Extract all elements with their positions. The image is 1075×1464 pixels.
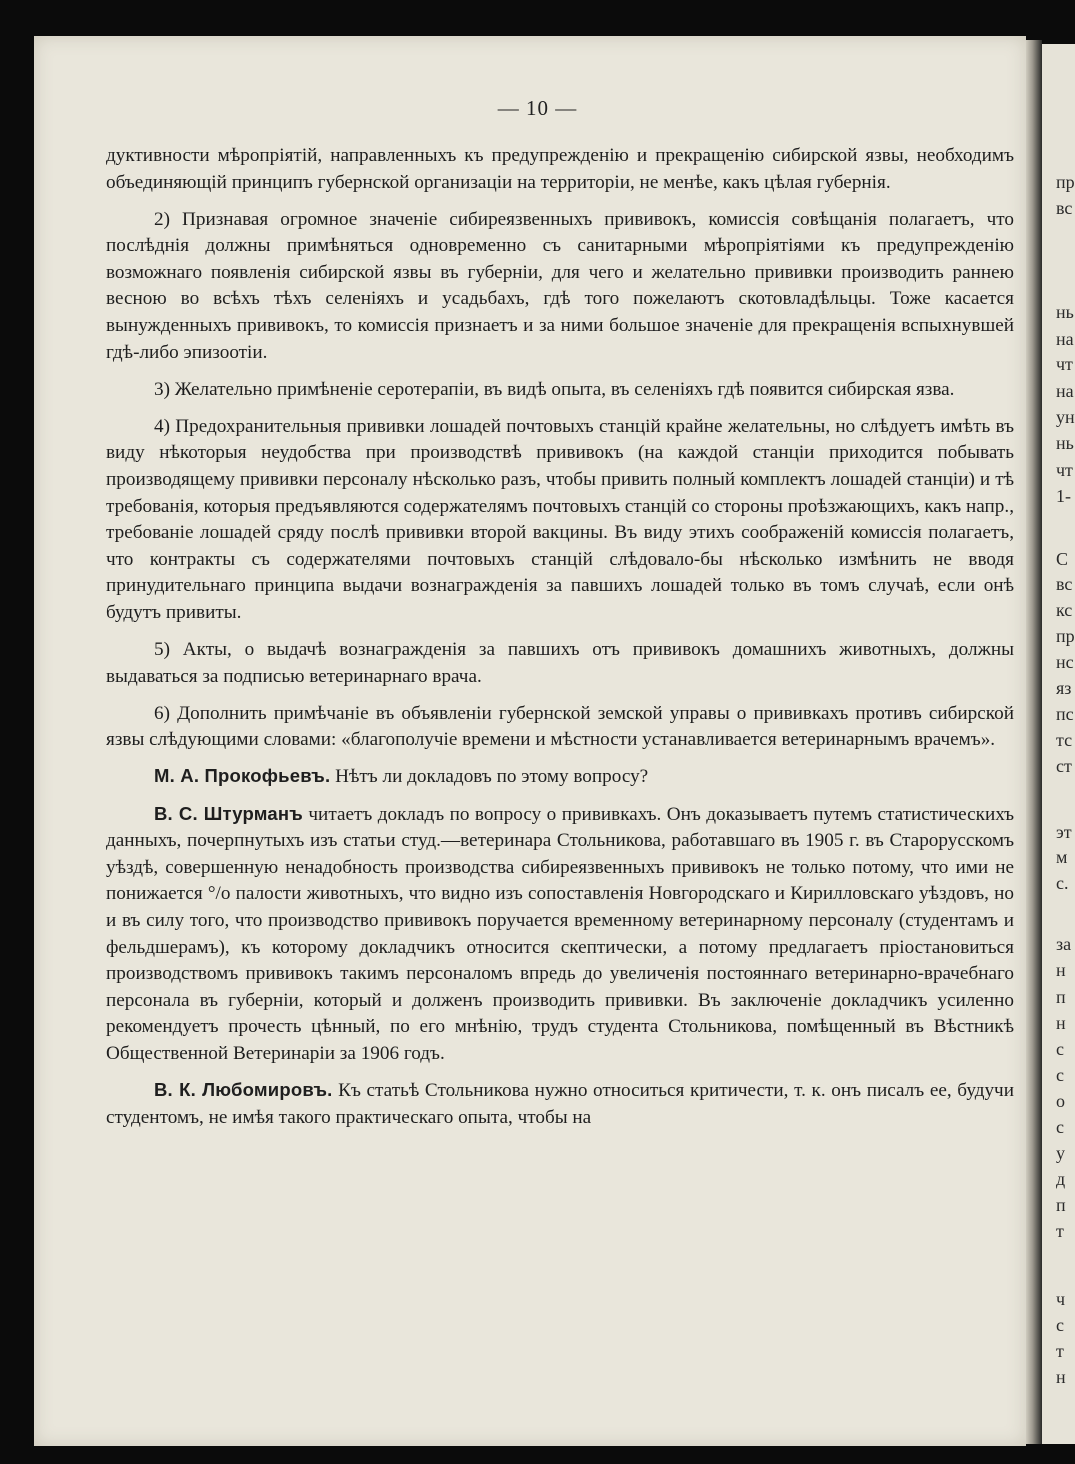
paragraph-item-6 — [106, 700, 1014, 754]
paragraph-text: дуктивности мѣропріятій, направленныхъ къ предупрежденію и прекращенію сибирской язвы, необходимъ объединяющій принципъ губернской организаціи на территоріи, не менѣе, какъ цѣлая губернія. — [106, 145, 1014, 193]
document-text — [106, 142, 1014, 1141]
adjacent-page-fragment: н — [1056, 960, 1066, 980]
adjacent-page-fragment: нь — [1056, 433, 1074, 453]
paragraph-item-2 — [106, 206, 1014, 367]
page-number: — 10 — — [497, 96, 578, 120]
adjacent-page-fragment: за — [1056, 934, 1072, 954]
paragraph-item-4 — [106, 413, 1014, 627]
adjacent-page-fragment: вс — [1056, 574, 1073, 594]
adjacent-page-margin — [1042, 44, 1075, 1444]
adjacent-page-fragment: ун — [1056, 407, 1075, 427]
adjacent-page-fragment: пр — [1056, 626, 1075, 646]
adjacent-page-fragment: ст — [1056, 756, 1072, 776]
adjacent-page-fragment: нь — [1056, 302, 1074, 322]
adjacent-page-fragment: на — [1056, 381, 1074, 401]
adjacent-page-fragment: с — [1056, 1065, 1064, 1085]
paragraph-text: 2) Признавая огромное значеніе сибиреязвенныхъ прививокъ, комиссія совѣщанія полагаетъ, что послѣднія должны примѣняться одновременно съ санитарными мѣропріятіями къ предупрежденію возможнаго появленія сибирской язвы въ губерніи, для чего и желательно прививки производить раннею весною во всѣхъ тѣхъ селеніяхъ и усадьбахъ, гдѣ того пожелаютъ скотовладѣльцы. Тоже касается вынужденныхъ прививокъ, то комиссія признаетъ и за ними большое значеніе для прекращенія вспыхнувшей гдѣ-либо эпизоотіи. — [106, 208, 1014, 363]
adjacent-page-fragment: тс — [1056, 730, 1073, 750]
adjacent-page-fragment: С — [1056, 549, 1069, 569]
adjacent-page-fragment: п — [1056, 987, 1066, 1007]
paragraph-text: Нѣтъ ли докладовъ по этому вопросу? — [330, 766, 649, 788]
adjacent-page-fragment: пс — [1056, 704, 1074, 724]
adjacent-page-fragment: пр — [1056, 172, 1075, 192]
paragraph-text: Къ статьѣ Стольникова нужно относиться критичести, т. к. онъ писалъ ее, будучи студентомъ, не имѣя такого практическаго опыта, чтобы на — [106, 1080, 1014, 1128]
adjacent-page-fragment: чт — [1056, 354, 1073, 374]
paragraph-item-5 — [106, 636, 1014, 690]
adjacent-page-fragment: с — [1056, 1117, 1064, 1137]
speaker-name: М. А. Прокофьевъ. — [154, 765, 331, 787]
adjacent-page-fragment: ч — [1056, 1289, 1066, 1309]
paragraph-item-3 — [106, 376, 1014, 404]
adjacent-page-fragment: с — [1056, 1039, 1064, 1059]
adjacent-page-fragment: эт — [1056, 822, 1072, 842]
adjacent-page-fragment: н — [1056, 1013, 1066, 1033]
adjacent-page-fragment: м — [1056, 847, 1068, 867]
speaker-name: В. К. Любомировъ. — [154, 1079, 333, 1100]
adjacent-page-fragment: п — [1056, 1195, 1066, 1215]
paragraph-speech-prokofiev — [106, 763, 1014, 791]
adjacent-page-fragment: с. — [1056, 873, 1069, 893]
paragraph-text: 5) Акты, о выдачѣ вознагражденія за павшихъ отъ прививокъ домашнихъ животныхъ, должны выдаваться за подписью ветеринарнаго врача. — [106, 639, 1014, 687]
adjacent-page-fragment: чт — [1056, 460, 1073, 480]
speaker-name: В. С. Штурманъ — [154, 802, 303, 824]
paragraph-speech-shturman — [106, 801, 1014, 1068]
paragraph-text: 4) Предохранительныя прививки лошадей почтовыхъ станцій крайне желательны, но слѣдуетъ имѣть въ виду нѣкоторыя неудобства при производствѣ прививокъ (на каждой станціи приходится побывать производящему прививки персоналу нѣсколько разъ, чтобы привить полный комплектъ лошадей станціи) и тѣ требованія, которыя предъявляются содержателямъ почтовыхъ станцій со стороны проѣзжающихъ, какъ напр., требованіе лошадей сряду послѣ прививки второй вакцины. Въ виду этихъ соображеній комиссія полагаетъ, что контракты съ содержателями почтовыхъ станцій слѣдовало-бы нѣсколько измѣнить не вводя принудительнаго принципа выдачи вознагражденія за павшихъ лошадей только въ томъ случаѣ, если онѣ будутъ привиты. — [106, 415, 1014, 623]
adjacent-page-fragment: о — [1056, 1091, 1065, 1111]
adjacent-page-fragment: с — [1056, 1315, 1064, 1335]
adjacent-page-fragment: т — [1056, 1341, 1064, 1361]
adjacent-page-fragment: нс — [1056, 652, 1074, 672]
paragraph-text: 3) Желательно примѣненіе серотерапіи, въ видѣ опыта, въ селеніяхъ гдѣ появится сибирская язва. — [154, 378, 955, 400]
paragraph-text: 6) Дополнить примѣчаніе въ объявленіи губернской земской управы о прививкахъ противъ сибирской язвы слѣдующими словами: «благополучіе времени и мѣстности устанавливается ветеринарнымъ врачемъ». — [106, 702, 1014, 751]
adjacent-page-fragment: н — [1056, 1367, 1066, 1387]
adjacent-page-fragment: кс — [1056, 600, 1073, 620]
page-edge — [1026, 40, 1042, 1444]
paragraph-text: читаетъ докладъ по вопросу о прививкахъ. Онъ доказываетъ путемъ статистическихъ данныхъ, почерпнутыхъ изъ статьи студ.—ветеринара Стольникова, работавшаго въ 1905 г. въ Старорусскомъ уѣздѣ, совершенную ненадобность производства сибиреязвенныхъ прививокъ не только потому, что ими не понижается °/о палости животныхъ, что видно изъ сопоставленія Новгородскаго и Кирилловскаго уѣздовъ, но и въ силу того, что производство прививокъ поручается временному ветеринарному персоналу (студентамъ и фельдшерамъ), къ которому докладчикъ относится скептически, а потому предлагаетъ пріостановиться производствомъ прививокъ такимъ персоналомъ впредь до увеличенія постояннаго ветеринарно-врачебнаго персонала въ губерніи, который и долженъ производить прививки. Въ заключеніе докладчикъ усиленно рекомендуетъ прочесть цѣнный, по его мнѣнію, трудъ студента Стольникова, помѣщенный въ Вѣстникѣ Общественной Ветеринаріи за 1906 годъ. — [106, 803, 1014, 1064]
adjacent-page-fragment: 1- — [1056, 486, 1071, 506]
paragraph-speech-lyubomirov — [106, 1077, 1014, 1131]
paragraph-continuation — [106, 142, 1014, 196]
adjacent-page-fragment: вс — [1056, 198, 1073, 218]
adjacent-page-fragment: у — [1056, 1143, 1065, 1163]
adjacent-page-fragment: на — [1056, 329, 1074, 349]
adjacent-page-fragment: т — [1056, 1221, 1064, 1241]
adjacent-page-fragment: яз — [1056, 678, 1072, 698]
adjacent-page-fragment: д — [1056, 1169, 1066, 1189]
